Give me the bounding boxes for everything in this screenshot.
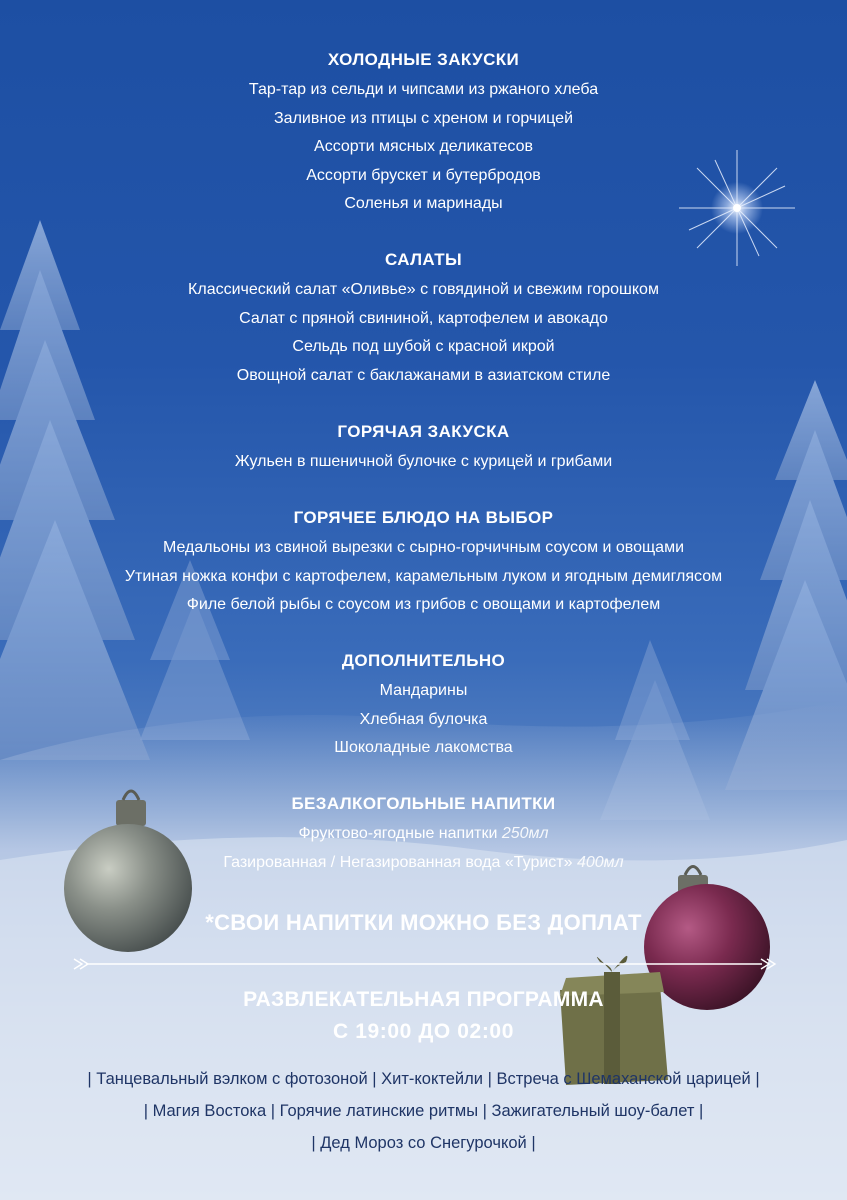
menu-item: Мандарины [379, 682, 468, 699]
menu-item: Сельдь под шубой с красной икрой [292, 338, 555, 356]
program-line: | Танцевальный вэлком с фотозоной | Хит-коктейли | Встреча с Шемаханской царицей | [87, 1070, 760, 1088]
menu-item: Шоколадные лакомства [334, 739, 513, 757]
drink-volume: 250мл [501, 825, 549, 842]
menu-item [0, 820, 847, 849]
section-title: ХОЛОДНЫЕ ЗАКУСКИ [327, 50, 520, 69]
menu-item: Тар-тар из сельди и чипсами из ржаного хлеба [248, 81, 599, 98]
menu-item [0, 849, 847, 878]
menu-item: Овощной салат с баклажанами в азиатском стиле [236, 366, 611, 384]
program-line: | Магия Востока | Горячие латинские ритмы | Зажигательный шоу-балет | [143, 1102, 704, 1120]
section-title: БЕЗАЛКОГОЛЬНЫЕ НАПИТКИ [291, 794, 556, 813]
menu-item: Салат с пряной свининой, картофелем и авокадо [239, 309, 608, 327]
menu-item: Медальоны из свиной вырезки с сырно-горчичным соусом и овощами [162, 539, 685, 556]
entertainment-time: С 19:00 ДО 02:00 [333, 1020, 514, 1043]
section-title: ДОПОЛНИТЕЛЬНО [341, 651, 506, 670]
menu-item: Ассорти брускет и бутербродов [306, 166, 541, 184]
menu-section-extras [0, 647, 847, 763]
program-line: | Дед Мороз со Снегурочкой | [311, 1134, 536, 1152]
entertainment-program [0, 1063, 847, 1159]
arrow-divider-icon [72, 955, 777, 973]
menu-section-main-course [0, 504, 847, 620]
menu-item: Заливное из птицы с хреном и горчицей [274, 109, 573, 127]
menu-item: Филе белой рыбы с соусом из грибов с овощами и картофелем [186, 596, 661, 614]
menu-section-hot-appetizer [0, 418, 847, 477]
menu-item: Жульен в пшеничной булочке с курицей и грибами [234, 453, 613, 470]
drink-name: Фруктово-ягодные напитки [298, 825, 498, 842]
section-title: САЛАТЫ [384, 250, 463, 269]
menu-item: Утиная ножка конфи с картофелем, карамельным луком и ягодным демиглясом [124, 567, 723, 585]
menu-section-salads [0, 246, 847, 390]
drink-name: Газированная / Негазированная вода «Турист» [223, 853, 573, 871]
section-title: ГОРЯЧЕЕ БЛЮДО НА ВЫБОР [293, 508, 554, 527]
entertainment-title: РАЗВЛЕКАТЕЛЬНАЯ ПРОГРАММА [243, 988, 604, 1011]
drink-volume: 400мл [576, 853, 624, 871]
menu-section-cold-appetizers [0, 46, 847, 219]
menu-section-soft-drinks [0, 790, 847, 877]
menu-item: Ассорти мясных деликатесов [314, 138, 533, 156]
own-drinks-notice: *СВОИ НАПИТКИ МОЖНО БЕЗ ДОПЛАТ [205, 910, 642, 935]
section-title: ГОРЯЧАЯ ЗАКУСКА [337, 422, 510, 441]
menu-item: Классический салат «Оливье» с говядиной и свежим горошком [188, 281, 659, 298]
menu-item: Хлебная булочка [359, 710, 488, 728]
menu-item: Соленья и маринады [344, 195, 503, 213]
